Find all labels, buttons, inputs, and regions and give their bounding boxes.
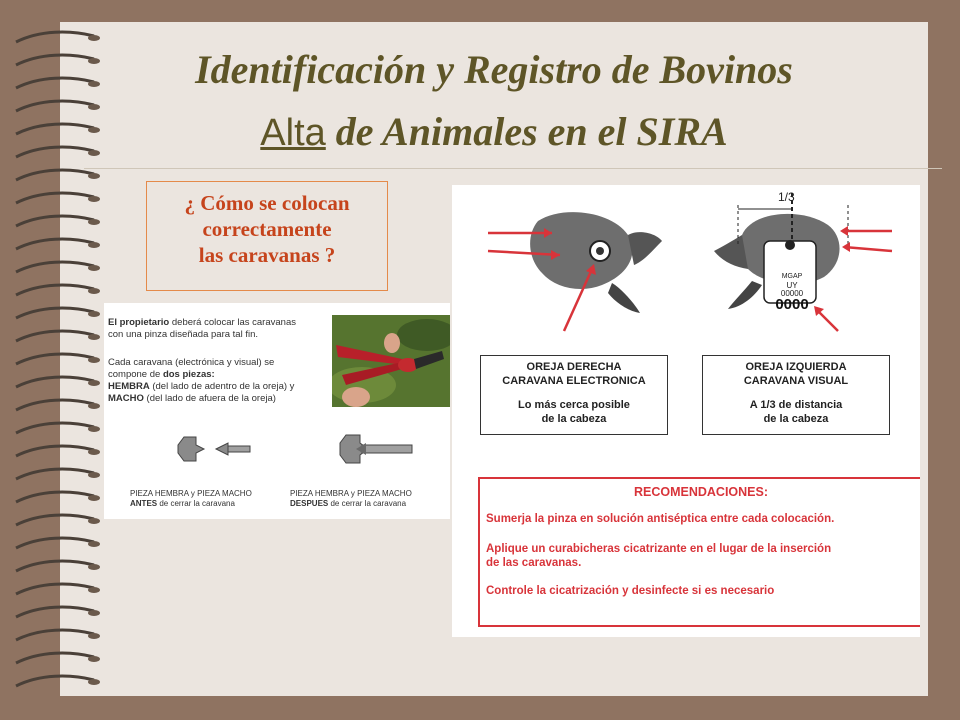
propietario-bold: El propietario [108, 317, 170, 328]
label-right-ear-line4: de la cabeza [541, 413, 607, 425]
caption-before-rest: de cerrar la caravana [157, 499, 235, 508]
caption-after-rest: de cerrar la caravana [328, 499, 407, 508]
underlined-word: Alta [260, 112, 326, 154]
spiral-coil [16, 262, 94, 272]
question-box [146, 181, 388, 291]
question-line-1: ¿ Cómo se colocan [184, 191, 350, 215]
spiral-coil [16, 170, 94, 180]
spiral-coil [16, 285, 94, 295]
hembra-rest: (del lado de adentro de la oreja) y [149, 381, 295, 392]
subtitle-rest: de Animales en el SIRA [325, 109, 728, 154]
spiral-hole [88, 380, 100, 386]
pieces-after-diagram [332, 429, 432, 473]
spiral-coil [16, 377, 94, 387]
label-right-ear-line1: OREJA DERECHA [526, 361, 622, 373]
spiral-coil [16, 469, 94, 479]
recommendation-2a: Aplique un curabicheras cicatrizante en el lugar de la inserción [486, 543, 832, 555]
spiral-coil [16, 492, 94, 502]
paragraph2-line1: Cada caravana (electrónica y visual) se [108, 357, 275, 368]
spiral-hole [88, 357, 100, 363]
spiral-hole [88, 288, 100, 294]
spiral-hole [88, 587, 100, 593]
recommendation-3: Controle la cicatrización y desinfecte si es necesario [486, 585, 775, 597]
caption-after [290, 489, 412, 509]
spiral-hole [88, 334, 100, 340]
label-left-ear-line3: A 1/3 de distancia [749, 399, 843, 411]
spiral-coil [16, 331, 94, 341]
spiral-hole [88, 242, 100, 248]
spiral-coil [16, 216, 94, 226]
spiral-coil [16, 538, 94, 548]
spiral-hole [88, 265, 100, 271]
spiral-coil [16, 400, 94, 410]
pieces-before-diagram [164, 431, 254, 471]
tag-country: UY [786, 281, 798, 290]
spiral-coil [16, 607, 94, 617]
spiral-coil [16, 193, 94, 203]
tag-brand: MGAP [781, 273, 803, 280]
ears-diagram [452, 185, 920, 345]
spiral-coil [16, 354, 94, 364]
label-left-ear-line1: OREJA IZQUIERDA [745, 361, 847, 373]
spiral-hole [88, 449, 100, 455]
spiral-coil [16, 653, 94, 663]
paragraph2-line2a: compone de [108, 369, 163, 380]
macho-rest: (del lado de afuera de la oreja) [143, 393, 276, 404]
tag-number: 0000 [775, 296, 809, 313]
paragraph1-rest: deberá colocar las caravanas [169, 317, 296, 328]
spiral-hole [88, 403, 100, 409]
pliers-photo [332, 315, 450, 407]
spiral-hole [88, 472, 100, 478]
spiral-hole [88, 311, 100, 317]
spiral-hole [88, 173, 100, 179]
label-left-ear-line2: CARAVANA VISUAL [743, 375, 849, 387]
spiral-coil [16, 630, 94, 640]
spiral-coil [16, 584, 94, 594]
paragraph1-line2: con una pinza diseñada para tal fin. [108, 329, 258, 340]
spiral-coil [16, 561, 94, 571]
fraction-label: 1/3 [778, 190, 795, 204]
caption-before-bold: ANTES [130, 499, 158, 508]
spiral-hole [88, 541, 100, 547]
spiral-coil [16, 239, 94, 249]
dos-piezas-bold: dos piezas: [162, 369, 215, 380]
pliers-illustration [332, 315, 450, 407]
scan-paragraph-1 [108, 317, 332, 341]
slide-subtitle [60, 108, 928, 155]
spiral-hole [88, 564, 100, 570]
label-right-ear-line2: CARAVANA ELECTRONICA [502, 375, 646, 387]
recommendation-1: Sumerja la pinza en solución antiséptica entre cada colocación. [486, 513, 835, 525]
question-line-2: correctamente [202, 217, 332, 241]
spiral-coil [16, 308, 94, 318]
caption-before [130, 489, 252, 509]
recommendation-2b: de las caravanas. [486, 557, 582, 569]
slide-title: Identificación y Registro de Bovinos [195, 47, 793, 92]
label-right-ear-line3: Lo más cerca posible [518, 399, 630, 411]
spiral-hole [88, 518, 100, 524]
spiral-hole [88, 426, 100, 432]
hembra-bold: HEMBRA [108, 381, 150, 392]
tag-small-number: 00000 [780, 289, 804, 298]
spiral-hole [88, 196, 100, 202]
label-right-ear [480, 355, 668, 435]
caption-after-bold: DESPUES [290, 499, 329, 508]
spiral-hole [88, 495, 100, 501]
scan-paragraph-2 [108, 357, 332, 405]
spiral-coil [16, 32, 94, 42]
spiral-hole [88, 219, 100, 225]
recommendations-box [478, 477, 920, 627]
right-scanned-image [452, 185, 920, 637]
spiral-hole [88, 656, 100, 662]
spiral-hole [88, 679, 100, 685]
spiral-coil [16, 515, 94, 525]
spiral-coil [16, 423, 94, 433]
label-left-ear [702, 355, 890, 435]
question-line-3: las caravanas ? [198, 243, 336, 267]
spiral-coil [16, 676, 94, 686]
spiral-hole [88, 610, 100, 616]
left-scanned-image [104, 303, 450, 519]
title-divider [84, 168, 942, 169]
recommendations-title: RECOMENDACIONES: [633, 485, 769, 499]
label-left-ear-line4: de la cabeza [763, 413, 829, 425]
spiral-hole [88, 633, 100, 639]
macho-bold: MACHO [108, 393, 144, 404]
caption-before-line1: PIEZA HEMBRA y PIEZA MACHO [130, 489, 252, 498]
spiral-hole [88, 35, 100, 41]
caption-after-line1: PIEZA HEMBRA y PIEZA MACHO [290, 489, 412, 498]
spiral-coil [16, 446, 94, 456]
